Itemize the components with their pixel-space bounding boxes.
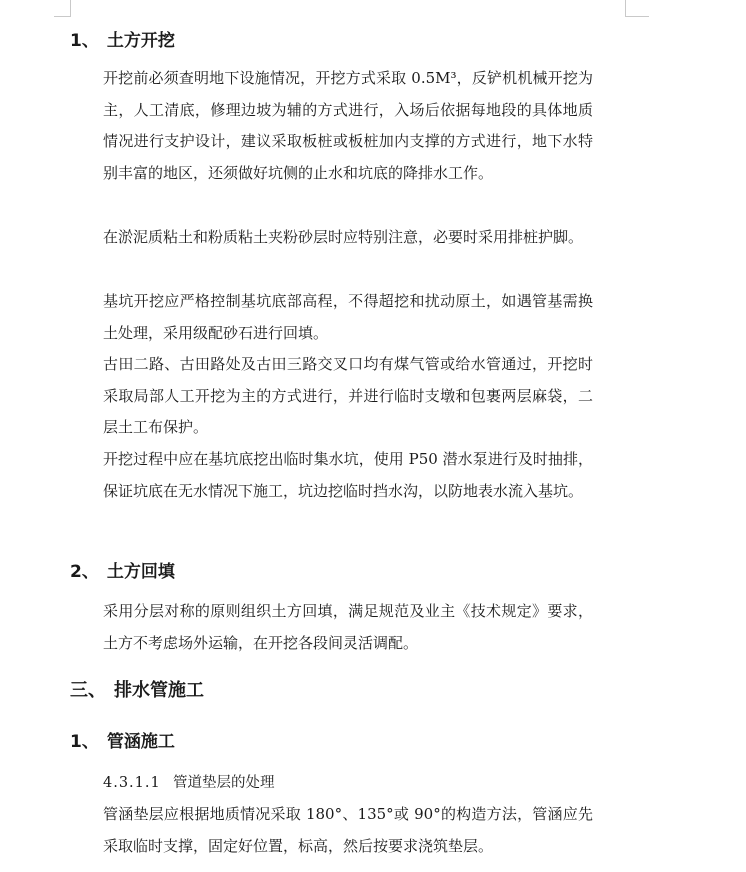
section-title: 土方回填 [106, 562, 175, 582]
paragraph: 采用分层对称的原则组织土方回填，满足规范及业主《技术规定》要求，土方不考虑场外运输，在开挖各段间灵活调配。 [103, 602, 593, 652]
section-number: 1、 [70, 31, 99, 51]
crop-mark-top-right-vertical [625, 0, 626, 16]
paragraph: 开挖前必须查明地下设施情况，开挖方式采取 0.5M³，反铲机机械开挖为主，人工清底，修理边坡为辅的方式进行，入场后依据每地段的具体地质情况进行支护设计，建议采取板桩或板桩加内支撑的方式进行，地下水特别丰富的地区，还须做好坑侧的止水和坑底的降排水工作。 [103, 69, 593, 182]
subsection-number: 4.3.1.1 [103, 775, 161, 791]
section-heading-earth-excavation [70, 26, 175, 51]
paragraph: 开挖过程中应在基坑底挖出临时集水坑，使用 P50 潜水泵进行及时抽排，保证坑底在无水情况下施工，坑边挖临时挡水沟，以防地表水流入基坑。 [103, 450, 593, 500]
section-heading-culvert [70, 727, 175, 752]
paragraph: 管涵垫层应根据地质情况采取 180°、135°或 90°的构造方法，管涵应先采取临时支撑，固定好位置，标高，然后按要求浇筑垫层。 [103, 805, 593, 855]
subsection-heading [103, 771, 275, 792]
section-heading-drainage-pipe [70, 676, 204, 702]
section-title: 排水管施工 [114, 680, 204, 701]
subsection-title: 管道垫层的处理 [173, 775, 275, 791]
crop-mark-top-left-horizontal [54, 16, 71, 17]
paragraph: 在淤泥质粘土和粉质粘土夹粉砂层时应特别注意，必要时采用排桩护脚。 [103, 228, 584, 246]
paragraph: 基坑开挖应严格控制基坑底部高程，不得超挖和扰动原土，如遇管基需换土处理，采用级配砂石进行回填。 [103, 292, 593, 342]
crop-mark-top-right-horizontal [625, 16, 649, 17]
section-title: 土方开挖 [106, 31, 175, 51]
crop-mark-top-left-vertical [70, 0, 71, 16]
section-heading-earth-backfill [70, 557, 175, 582]
section-title: 管涵施工 [106, 732, 175, 752]
section-number: 三、 [70, 680, 106, 701]
section-number: 2、 [70, 562, 99, 582]
section-number: 1、 [70, 732, 99, 752]
paragraph: 古田二路、古田路处及古田三路交叉口均有煤气管或给水管通过，开挖时采取局部人工开挖为主的方式进行，并进行临时支墩和包裹两层麻袋，二层土工布保护。 [103, 355, 593, 436]
